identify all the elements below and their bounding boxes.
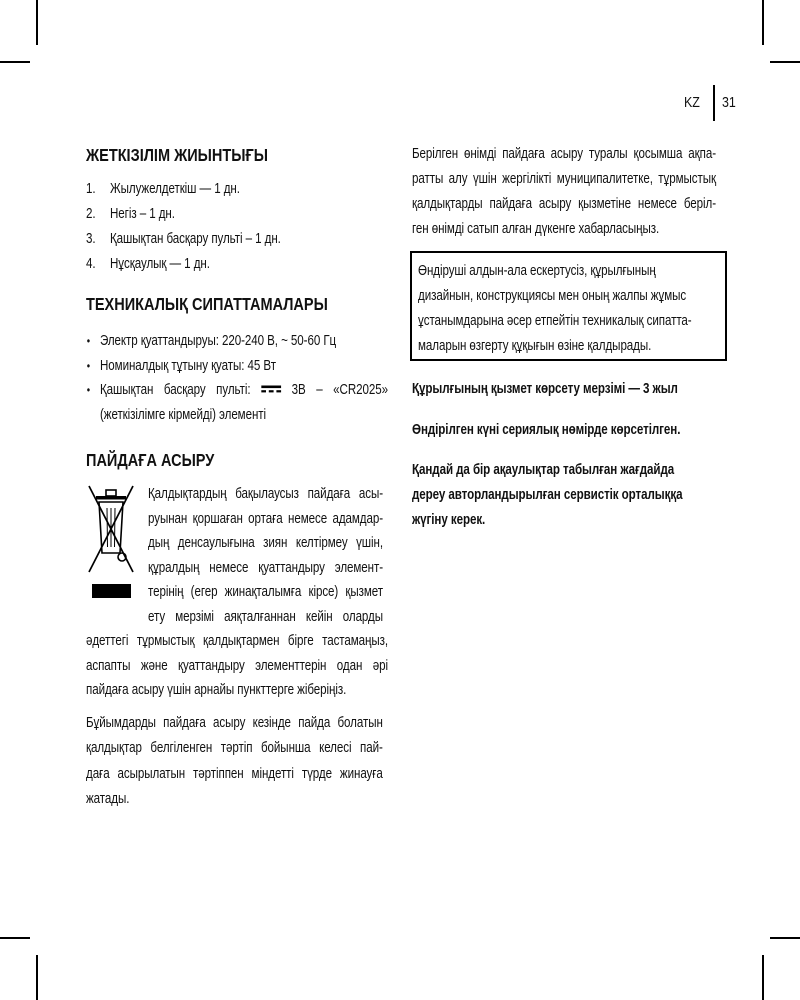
header-divider bbox=[713, 85, 715, 121]
remote-battery-text bbox=[100, 378, 388, 403]
crop-mark-bottom-left-horizontal bbox=[0, 937, 30, 939]
text-line: маларын өзгерту құқығын өзіне қалдырады. bbox=[418, 338, 652, 354]
text-line: дизайнын, конструкциясы мен оның жалпы жұмыс bbox=[418, 288, 687, 304]
direct-current-icon bbox=[261, 384, 281, 394]
text-line: қалдықтар белгіленген тәртіп бойынша келесі пай- bbox=[86, 740, 383, 757]
manufacturer-notice-text bbox=[418, 259, 722, 359]
list-item bbox=[86, 227, 386, 252]
list-item-continuation bbox=[86, 403, 388, 428]
text-line: Бұйымдарды пайдаға асыру кезінде пайда болатын bbox=[86, 715, 383, 731]
list-item-number: 2. bbox=[86, 206, 96, 222]
text-line: дың денсаулығына зиян келтірмеу үшін, bbox=[148, 535, 383, 551]
specifications-list bbox=[86, 329, 388, 427]
text-line: пайдаға асыру үшін арнайы пункттерге жіберіңіз. bbox=[86, 682, 347, 698]
list-item bbox=[86, 329, 388, 354]
malfunction-notice bbox=[412, 458, 716, 533]
text-line: әдеттегі тұрмыстық қалдықтармен бірге тастамаңыз, bbox=[86, 633, 388, 649]
bullet: • bbox=[86, 383, 91, 397]
text-line: құралдың немесе қуаттандыру элемент- bbox=[148, 559, 383, 576]
bullet: • bbox=[86, 358, 91, 373]
text-line: ұстанымдарына әсер етпейтін техникалық сипатта- bbox=[418, 313, 692, 329]
crossed-out-wheelie-bin-icon bbox=[86, 483, 136, 599]
text-line: қалдықтарды пайдаға асыру қызметіне немесе беріл- bbox=[412, 196, 716, 212]
list-item-number: 3. bbox=[86, 231, 96, 247]
crop-mark-top-left-horizontal bbox=[0, 61, 30, 63]
page-number: 31 bbox=[722, 94, 736, 111]
list-item-text: Жылужелдеткіш — 1 дн. bbox=[110, 181, 240, 197]
specifications-heading: ТЕХНИКАЛЫҚ СИПАТТАМАЛАРЫ bbox=[86, 294, 328, 314]
text-line: жатады. bbox=[86, 790, 130, 807]
list-item-number: 4. bbox=[86, 256, 96, 272]
list-item bbox=[86, 354, 388, 379]
text-line: Өндірілген күні сериялық нөмірде көрсетілген. bbox=[412, 422, 681, 438]
crop-mark-bottom-left-vertical bbox=[36, 955, 38, 1000]
delivery-list bbox=[86, 177, 386, 277]
text-line: жүгіну керек. bbox=[412, 512, 486, 528]
text-line: Қандай да бір ақаулықтар табылған жағдайда bbox=[412, 462, 675, 478]
delivery-set-heading: ЖЕТКІЗІЛІМ ЖИЫНТЫҒЫ bbox=[86, 145, 268, 165]
crop-mark-top-right-vertical bbox=[762, 0, 764, 45]
crop-mark-top-left-vertical bbox=[36, 0, 38, 45]
list-item bbox=[86, 177, 386, 202]
list-item-text: Номиналдық тұтыну қуаты: 45 Вт bbox=[100, 357, 276, 374]
list-item-number: 1. bbox=[86, 181, 96, 197]
text-line: Құрылғының қызмет көрсету мерзімі — 3 жыл bbox=[412, 381, 678, 397]
text-line: ету мерзімі аяқталғаннан кейін оларды bbox=[148, 608, 383, 625]
text-line: ген өнімді сатып алған дүкенге хабарласыңыз. bbox=[412, 221, 660, 237]
text-line: терінің (егер жинақталымға кірсе) қызмет bbox=[148, 584, 383, 600]
bullet: • bbox=[86, 334, 91, 348]
recycling-paragraph-2 bbox=[86, 711, 383, 812]
text-line: Өндіруші алдын-ала ескертусіз, құрылғының bbox=[418, 263, 656, 279]
recycling-paragraph-1-full bbox=[86, 629, 388, 703]
crop-mark-bottom-right-horizontal bbox=[770, 937, 800, 939]
remote-battery-label: Қашықтан басқару пульті: bbox=[100, 382, 251, 398]
language-code: KZ bbox=[684, 94, 700, 111]
manufacture-date bbox=[412, 418, 716, 442]
list-item bbox=[86, 252, 386, 277]
text-line: дереу авторландырылған сервистік орталыққа bbox=[412, 487, 683, 503]
list-item bbox=[86, 202, 386, 227]
text-line: ратты алу үшін жергілікті муниципалитетке, тұрмыстық bbox=[412, 171, 716, 187]
crop-mark-bottom-right-vertical bbox=[762, 955, 764, 1000]
text-line: аспапты және қуаттандыру элементтерін одан әрі bbox=[86, 657, 388, 674]
text-line: даға асырылатын тәртіппен міндетті түрде жинауға bbox=[86, 765, 383, 782]
service-life bbox=[412, 377, 716, 401]
battery-voltage: 3В bbox=[291, 382, 306, 398]
list-item-remote-battery bbox=[86, 378, 388, 403]
battery-model: «CR2025» bbox=[333, 382, 388, 398]
text-line: Қалдықтардың бақылаусыз пайдаға асы- bbox=[148, 486, 383, 502]
list-item-text: Электр қуаттандыруы: 220-240 В, ~ 50-60 Гц bbox=[100, 333, 337, 349]
recycling-heading: ПАЙДАҒА АСЫРУ bbox=[86, 450, 215, 470]
list-item-text: Негіз – 1 дн. bbox=[110, 206, 175, 222]
crop-mark-top-right-horizontal bbox=[770, 61, 800, 63]
recycling-paragraph-3 bbox=[412, 142, 716, 242]
text-line: Берілген өнімді пайдаға асыру туралы қосымша ақпа- bbox=[412, 146, 716, 162]
remote-battery-continuation: (жеткізілімге кірмейді) элементі bbox=[100, 406, 267, 423]
recycling-paragraph-1-indented bbox=[148, 482, 383, 629]
battery-dash: – bbox=[316, 382, 323, 398]
text-line: руынан қоршаған ортаға немесе адамдар- bbox=[148, 510, 383, 527]
list-item-text: Нұсқаулық — 1 дн. bbox=[110, 256, 210, 272]
list-item-text: Қашықтан басқару пульті – 1 дн. bbox=[110, 231, 281, 247]
